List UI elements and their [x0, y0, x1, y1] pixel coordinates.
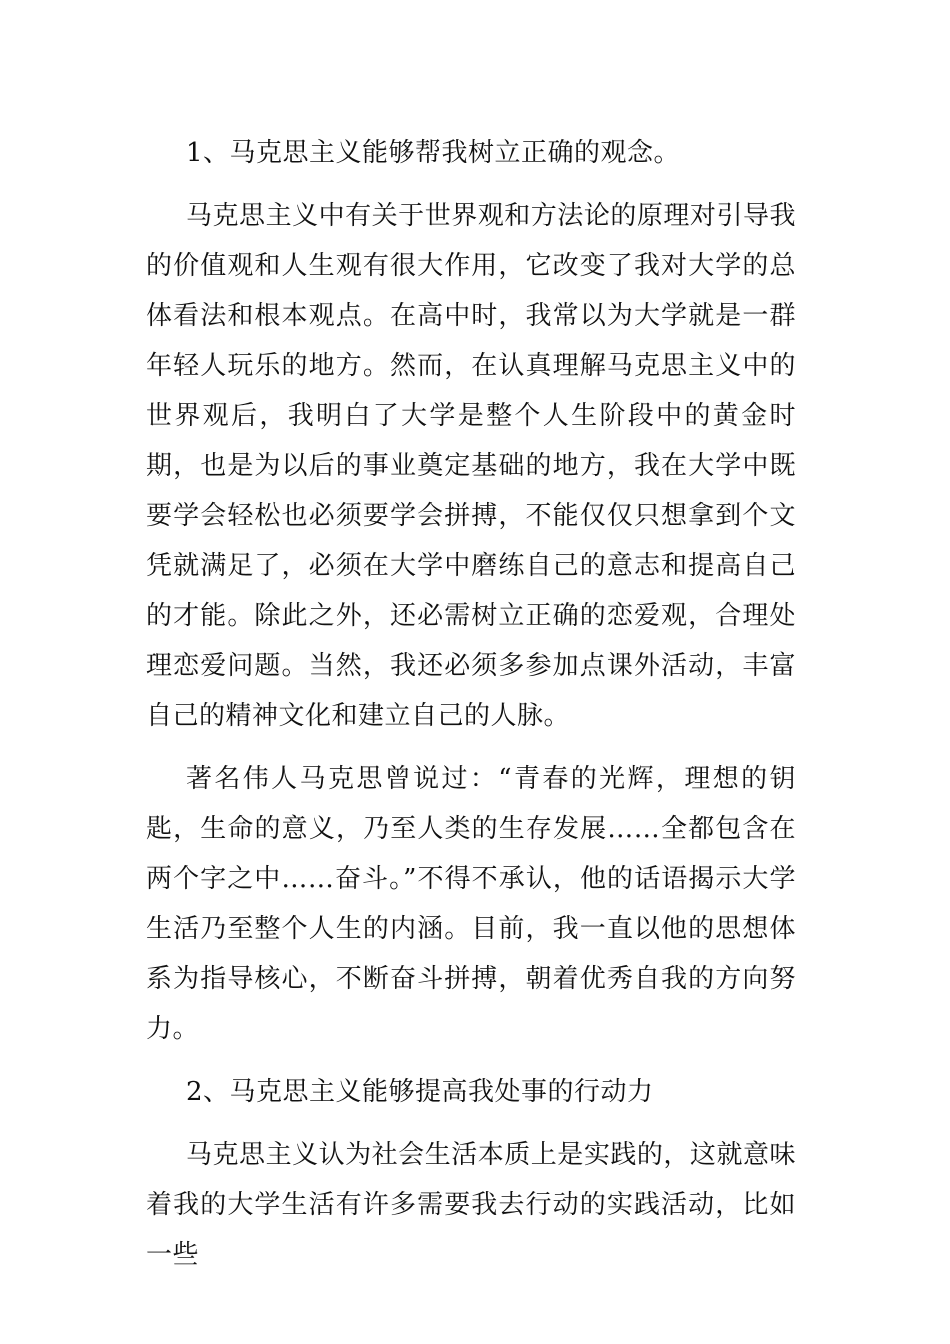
section-heading-2: 2、马克思主义能够提高我处事的行动力 — [186, 1077, 654, 1107]
paragraph-2: 著名伟人马克思曾说过：“青春的光辉，理想的钥匙，生命的意义，乃至人类的生存发展……全都包含在两个字之中……奋斗。”不得不承认，他的话语揭示大学生活乃至整个人生的内涵。目前，我一直以他的思想体系为指导核心，不断奋斗拼搏，朝着优秀自我的方向努力。 — [146, 764, 796, 1044]
document-body — [146, 128, 796, 1293]
paragraph-3: 马克思主义认为社会生活本质上是实践的，这就意味着我的大学生活有许多需要我去行动的实践活动，比如一些 — [146, 1140, 796, 1270]
section-heading-1: 1、马克思主义能够帮我树立正确的观念。 — [186, 138, 681, 168]
paragraph-1: 马克思主义中有关于世界观和方法论的原理对引导我的价值观和人生观有很大作用，它改变了我对大学的总体看法和根本观点。在高中时，我常以为大学就是一群年轻人玩乐的地方。然而，在认真理解马克思主义中的世界观后，我明白了大学是整个人生阶段中的黄金时期，也是为以后的事业奠定基础的地方，我在大学中既要学会轻松也必须要学会拼搏，不能仅仅只想拿到个文凭就满足了，必须在大学中磨练自己的意志和提高自己的才能。除此之外，还必需树立正确的恋爱观，合理处理恋爱问题。当然，我还必须多参加点课外活动，丰富自己的精神文化和建立自己的人脉。 — [146, 201, 796, 731]
